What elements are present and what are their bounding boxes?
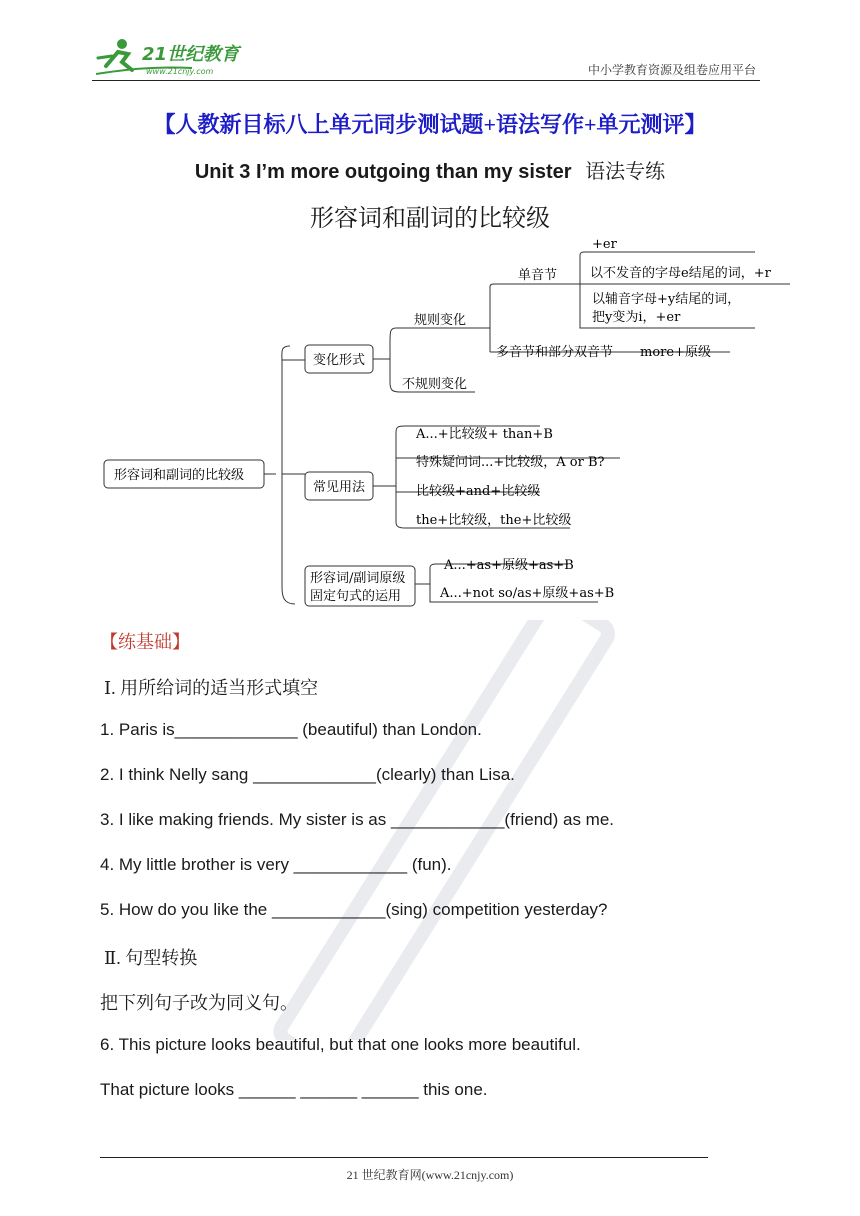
- mindmap-mono: 单音节: [518, 268, 558, 283]
- mindmap-usage-item: 比较级+and+比较级: [416, 484, 541, 499]
- unit-subtitle-cn: 语法专练: [585, 159, 666, 183]
- footer-divider: [100, 1157, 708, 1158]
- question-6: 6. This picture looks beautiful, but that one looks more beautiful.: [100, 1035, 581, 1054]
- unit-subtitle: [0, 155, 860, 184]
- page-title: 【人教新目标八上单元同步测试题+语法写作+单元测评】: [153, 112, 707, 137]
- site-logo: [92, 36, 262, 80]
- section-label: 【练基础】: [100, 632, 190, 652]
- question-3: 3. I like making friends. My sister is as ____________(friend) as me.: [100, 810, 615, 829]
- unit-subtitle-en: Unit 3 I’m more outgoing than my sister: [194, 161, 572, 183]
- mindmap-mono-rule: 把y变为i，+er: [592, 310, 681, 325]
- mindmap-branch-fixed-line2: 固定句式的运用: [310, 589, 402, 604]
- mindmap-mono-rule: +er: [592, 237, 617, 252]
- part2-heading: Ⅱ. 句型转换: [104, 948, 198, 968]
- header-tagline: 中小学教育资源及组卷应用平台: [587, 63, 756, 77]
- mindmap-mono-rule: 以辅音字母+y结尾的词，: [592, 292, 741, 307]
- logo-url: www.21cnjy.com: [146, 67, 214, 76]
- footer-text: 21 世纪教育网(www.21cnjy.com): [346, 1168, 514, 1182]
- mindmap-mono-rule: 以不发音的字母e结尾的词，+r: [590, 266, 771, 281]
- mindmap-usage-item: the+比较级，the+比较级: [416, 513, 572, 528]
- question-1: 1. Paris is_____________ (beautiful) than London.: [100, 720, 482, 739]
- question-6-answer: That picture looks ______ ______ ______ this one.: [100, 1080, 488, 1099]
- mindmap-usage-item: 特殊疑问词...+比较级，A or B?: [416, 455, 605, 470]
- mindmap-branch-change: 变化形式: [313, 353, 366, 368]
- mindmap-fixed-item: A...+not so/as+原级+as+B: [440, 586, 615, 601]
- mindmap-usage-item: A...+比较级+ than+B: [416, 427, 553, 442]
- part2-instruction: 把下列句子改为同义句。: [100, 993, 298, 1013]
- grammar-mindmap: [100, 232, 800, 612]
- mindmap-root: 形容词和副词的比较级: [114, 468, 245, 483]
- topic-heading: 形容词和副词的比较级: [310, 206, 550, 232]
- part1-heading: Ⅰ. 用所给词的适当形式填空: [104, 678, 319, 698]
- mindmap-poly-rule: more+原级: [640, 345, 711, 360]
- question-2: 2. I think Nelly sang _____________(clearly) than Lisa.: [100, 765, 515, 784]
- mindmap-poly: 多音节和部分双音节: [496, 345, 614, 360]
- mindmap-irregular: 不规则变化: [402, 377, 468, 392]
- mindmap-fixed-item: A...+as+原级+as+B: [444, 558, 574, 573]
- mindmap-branch-usage: 常见用法: [313, 480, 366, 495]
- question-5: 5. How do you like the ____________(sing) competition yesterday?: [100, 900, 608, 919]
- question-4: 4. My little brother is very ____________ (fun).: [100, 855, 452, 874]
- logo-text: 21世纪教育: [142, 44, 240, 65]
- mindmap-branch-fixed-line1: 形容词/副词原级: [310, 571, 406, 586]
- header-divider: [92, 80, 760, 81]
- mindmap-regular: 规则变化: [414, 313, 467, 328]
